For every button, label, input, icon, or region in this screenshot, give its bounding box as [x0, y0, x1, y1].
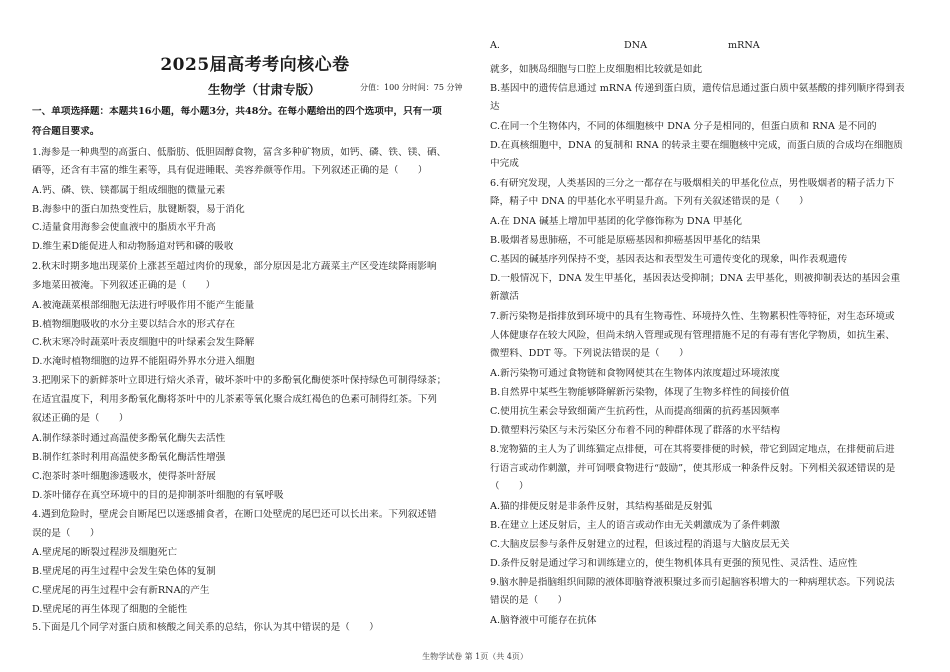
- text-line: 2.秋末时期多地出现菜价上涨甚至超过肉价的现象，部分原因是北方蔬菜主产区受连续降雨影响: [32, 261, 437, 272]
- text-line: A.脑脊液中可能存在抗体: [490, 615, 597, 626]
- page-title: 2025届高考考向核心卷: [160, 55, 350, 75]
- text-line: D.水淹时植物细胞的边界不能阻碍外界水分进入细胞: [32, 356, 255, 367]
- text-line: 在适宜温度下，利用多酚氧化酶将茶叶中的儿茶素等氧化聚合成红褐色的色素可制得红茶。下列: [32, 394, 438, 405]
- text-line: C.泡茶时茶叶细胞渗透吸水，使得茶叶舒展: [32, 471, 216, 482]
- text-line: 7.新污染物是指排放到环境中的具有生物毒性、环境持久性、生物累积性等特征，对生态环境或: [490, 311, 895, 322]
- text-line: D.壁虎尾的再生体现了细胞的全能性: [32, 604, 188, 615]
- text-line: C.大脑皮层参与条件反射建立的过程，但该过程的消退与大脑皮层无关: [490, 539, 790, 550]
- text-line: A.被淹蔬菜根部细胞无法进行呼吸作用不能产生能量: [32, 300, 255, 311]
- text-line: 人体健康存在较大风险，但尚未纳入管理或现有管理措施不足的有毒有害化学物质，如抗生素、: [490, 330, 896, 341]
- text-line: D.茶叶储存在真空环境中的目的是抑制茶叶细胞的有氧呼吸: [32, 490, 284, 501]
- text-line: B.海参中的蛋白加热变性后，肽键断裂，易于消化: [32, 204, 245, 215]
- text-line: C.使用抗生素会导致细菌产生抗药性，从而提高细菌的抗药基因频率: [490, 406, 780, 417]
- text-line: 硒等，还含有丰富的维生素等，具有促进睡眠、美容养颜等作用。下列叙述正确的是（ ）: [32, 165, 428, 176]
- text-line: 1.海参是一种典型的高蛋白、低脂肪、低胆固醇食物，富含多种矿物质，如钙、磷、铁、镁、硒、: [32, 147, 447, 158]
- text-line: D.条件反射是通过学习和训练建立的，使生物机体具有更强的预见性、灵活性、适应性: [490, 558, 858, 569]
- text-line: A.制作绿茶时通过高温使多酚氧化酶失去活性: [32, 433, 226, 444]
- text-line: 新激活: [490, 291, 519, 302]
- text-line: 降，精子中 DNA 的甲基化水平明显升高。下列有关叙述错误的是（ ）: [490, 196, 809, 207]
- page-footer: 生物学试卷 第 1页（共 4页）: [422, 652, 528, 661]
- text-line: C.基因的碱基序列保持不变，基因表达和表型发生可遗传变化的现象，叫作表观遗传: [490, 254, 848, 265]
- page-subtitle: 生物学（甘肃专版）: [208, 82, 321, 97]
- text-line: 8.宠物猫的主人为了训练猫定点排便，可在其将要排便的时候，带它到固定地点，在排便前后进: [490, 444, 895, 455]
- text-line: A.在 DNA 碱基上增加甲基团的化学修饰称为 DNA 甲基化: [490, 216, 743, 227]
- text-line: 多地菜田被淹。下列叙述正确的是（ ）: [32, 280, 216, 291]
- text-line: D.在真核细胞中，DNA 的复制和 RNA 的转录主要在细胞核中完成，而蛋白质的合成均在细胞质: [490, 140, 903, 151]
- text-line: A.猫的排便反射是非条件反射，其结构基础是反射弧: [490, 501, 713, 512]
- text-line: D.一般情况下，DNA 发生甲基化，基因表达受抑制；DNA 去甲基化，则被抑制表达的基因会重: [490, 273, 901, 284]
- text-line: 6.有研究发现，人类基因的三分之一都存在与吸烟相关的甲基化位点，男性吸烟者的精子活力下: [490, 178, 895, 189]
- text-line: B.自然界中某些生物能够降解新污染物，体现了生物多样性的间接价值: [490, 387, 790, 398]
- score-info: 分值：100 分时间：75 分钟: [360, 83, 463, 92]
- text-line: B.植物细胞吸收的水分主要以结合水的形式存在: [32, 319, 236, 330]
- text-line: B.制作红茶时利用高温使多酚氧化酶活性增强: [32, 452, 226, 463]
- text-line: 3.把刚采下的新鲜茶叶立即进行焙火杀青，破坏茶叶中的多酚氧化酶使茶叶保持绿色可制得绿茶；: [32, 375, 447, 386]
- text-line: C.壁虎尾的再生过程中会有新RNA的产生: [32, 585, 210, 596]
- diagram-mrna-label: mRNA: [728, 40, 760, 51]
- diagram-dna-label: DNA: [624, 40, 648, 51]
- text-line: （ ）: [490, 481, 529, 492]
- text-line: 符合题目要求。: [32, 126, 100, 137]
- text-line: 4.遇到危险时，壁虎会自断尾巴以迷惑捕食者，在断口处壁虎的尾巴还可以长出来。下列叙述错: [32, 509, 437, 520]
- text-line: C.秋末寒冷时蔬菜叶表皮细胞中的叶绿素会发生降解: [32, 337, 255, 348]
- text-line: 就多，如胰岛细胞与口腔上皮细胞相比较就是如此: [490, 64, 703, 75]
- text-line: 错误的是（ ）: [490, 595, 568, 606]
- text-line: 行语言或动作刺激，并可饲喂食物进行“鼓励”，使其形成一种条件反射。下列相关叙述错误的是: [490, 463, 896, 474]
- text-line: C.在同一个生物体内，不同的体细胞核中 DNA 分子是相同的，但蛋白质和 RNA 是不同的: [490, 121, 877, 132]
- text-line: 误的是（ ）: [32, 528, 100, 539]
- text-line: D.维生素D能促进人和动物肠道对钙和磷的吸收: [32, 241, 234, 252]
- text-line: B.在建立上述反射后，主人的语言或动作由无关刺激成为了条件刺激: [490, 520, 780, 531]
- text-line: 中完成: [490, 158, 519, 169]
- text-line: 微塑料、DDT 等。下列说法错误的是（ ）: [490, 348, 689, 359]
- text-line: A.钙、磷、铁、镁都属于组成细胞的微量元素: [32, 185, 226, 196]
- text-line: C.适量食用海参会使血液中的脂质水平升高: [32, 222, 216, 233]
- text-line: A.新污染物可通过食物链和食物网使其在生物体内浓度超过环境浓度: [490, 368, 780, 379]
- text-line: 一、单项选择题：本题共16小题，每小题3分，共48分。在每小题给出的四个选项中，只有一项: [32, 106, 442, 117]
- diagram-option-label: A.: [490, 40, 500, 51]
- text-line: 叙述正确的是（ ）: [32, 413, 129, 424]
- text-line: B.基因中的遗传信息通过 mRNA 传递到蛋白质，遗传信息通过蛋白质中氨基酸的排列顺序得到表: [490, 83, 905, 94]
- text-line: D.微塑料污染区与未污染区分布着不同的种群体现了群落的水平结构: [490, 425, 781, 436]
- text-line: 9.脑水肿是指脑组织间隙的液体即脑脊液积聚过多而引起脑容积增大的一种病理状态。下列说法: [490, 577, 895, 588]
- text-line: 5.下面是几个同学对蛋白质和核酸之间关系的总结，你认为其中错误的是（ ）: [32, 622, 379, 633]
- text-line: A.壁虎尾的断裂过程涉及细胞死亡: [32, 547, 178, 558]
- text-line: B.壁虎尾的再生过程中会发生染色体的复制: [32, 566, 216, 577]
- text-line: 达: [490, 101, 500, 112]
- text-line: B.吸烟者易患肺癌，不可能是原癌基因和抑癌基因甲基化的结果: [490, 235, 761, 246]
